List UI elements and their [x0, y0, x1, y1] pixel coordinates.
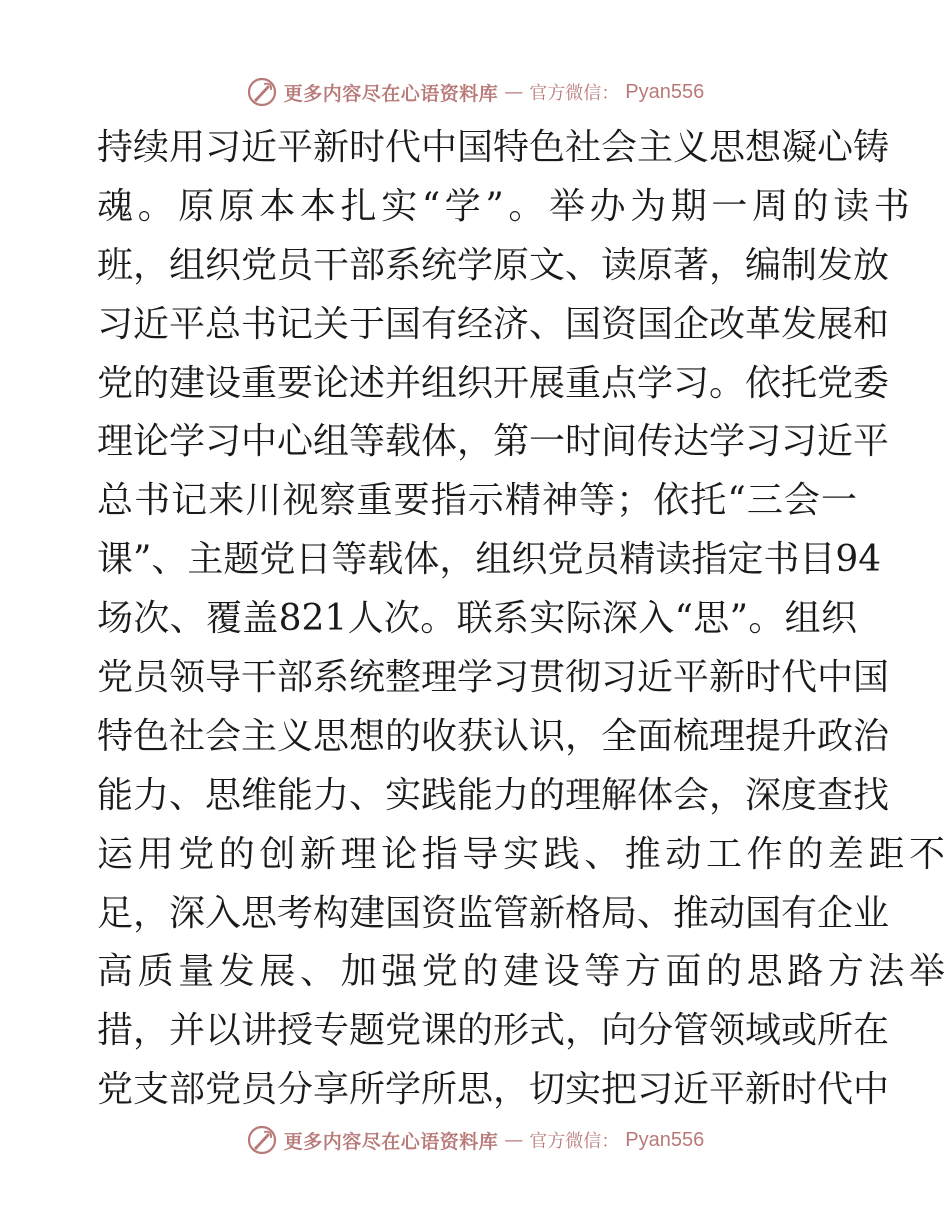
- text-line: 足，深入思考构建国资监管新格局、推动国有企业: [97, 892, 890, 934]
- text-line: 特色社会主义思想的收获认识，全面梳理提升政治: [97, 715, 890, 757]
- watermark-main-text: 更多内容尽在心语资料库: [283, 82, 499, 105]
- text-line: 党支部党员分享所学所思，切实把习近平新时代中: [97, 1069, 890, 1111]
- watermark-main-text: 更多内容尽在心语资料库: [283, 1130, 499, 1153]
- watermark-wechat-id: Pyan556: [625, 80, 705, 103]
- document-body: [97, 119, 950, 1120]
- watermark-label: 官方微信：: [529, 83, 620, 104]
- watermark-separator: —: [504, 81, 524, 103]
- text-line: 运用党的创新理论指导实践、推动工作的差距不: [97, 833, 950, 875]
- text-line: 高质量发展、加强党的建设等方面的思路方法举: [97, 951, 950, 993]
- text-line: 总书记来川视察重要指示精神等；依托“三会一: [97, 480, 857, 522]
- watermark-wechat-id: Pyan556: [625, 1128, 705, 1151]
- text-line: 党员领导干部系统整理学习贯彻习近平新时代中国: [97, 657, 890, 699]
- text-line: 措，并以讲授专题党课的形式，向分管领域或所在: [97, 1010, 890, 1052]
- quill-logo-icon: [246, 1124, 278, 1156]
- text-line: 党的建设重要论述并组织开展重点学习。依托党委: [97, 362, 890, 404]
- text-line: 理论学习中心组等载体，第一时间传达学习习近平: [97, 421, 890, 463]
- text-line: 习近平总书记关于国有经济、国资国企改革发展和: [97, 303, 890, 345]
- header-watermark: [0, 72, 950, 112]
- text-line: 魂。原原本本扎实“学”。举办为期一周的读书: [97, 185, 915, 227]
- text-line: 课”、主题党日等载体，组织党员精读指定书目94: [97, 539, 882, 581]
- watermark-separator: —: [504, 1129, 524, 1151]
- text-line: 能力、思维能力、实践能力的理解体会，深度查找: [97, 774, 890, 816]
- text-line: 班，组织党员干部系统学原文、读原著，编制发放: [97, 244, 890, 286]
- text-line: 持续用习近平新时代中国特色社会主义思想凝心铸: [97, 127, 890, 168]
- text-line: 场次、覆盖821人次。联系实际深入“思”。组织: [97, 598, 857, 640]
- watermark-label: 官方微信：: [529, 1131, 620, 1152]
- quill-logo-icon: [246, 76, 278, 108]
- footer-watermark: [0, 1120, 950, 1160]
